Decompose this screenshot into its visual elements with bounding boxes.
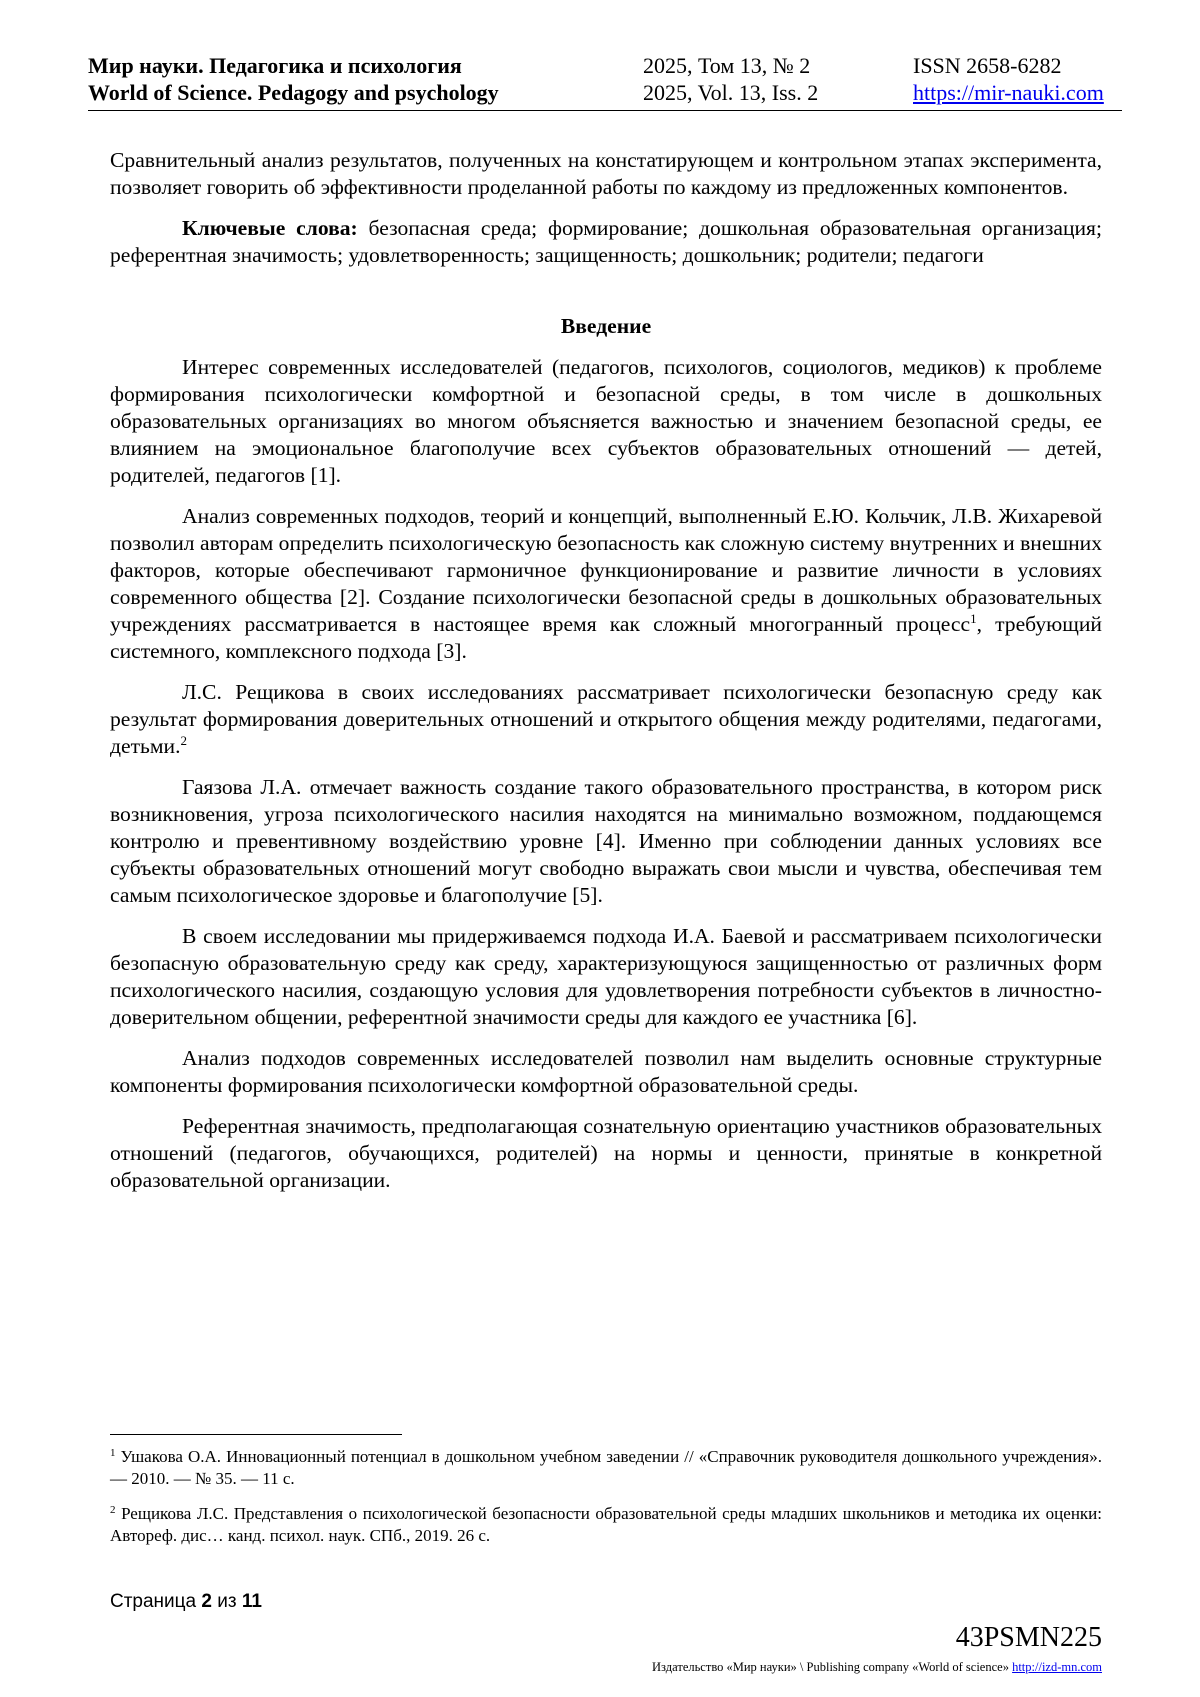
paragraph-2 — [110, 503, 1102, 665]
paragraph-6: Анализ подходов современных исследователей позволил нам выделить основные структурные компоненты формирования психологически комфортной образовательной среды. — [110, 1046, 1102, 1097]
journal-title-ru: Мир науки. Педагогика и психология — [88, 53, 462, 78]
paragraph-3-text: Л.С. Рещикова в своих исследованиях рассматривает психологически безопасную среду как результат формирования доверительных отношений и открытого общения между родителями, педагогами, детьми. — [110, 680, 1102, 758]
journal-header — [88, 52, 1122, 106]
footnote-ref-1[interactable]: 1 — [970, 611, 977, 626]
footnote-1-text: Ушакова О.А. Инновационный потенциал в дошкольном учебном заведении // «Справочник руководителя дошкольного учреждения». — 2010. — № 35. — 11 с. — [110, 1447, 1102, 1488]
issue-ru: 2025, Том 13, № 2 — [643, 53, 811, 78]
section-heading-intro: Введение — [560, 314, 652, 338]
paragraph-4: Гаязова Л.А. отмечает важность создание такого образовательного пространства, в котором риск возникновения, угроза психологического насилия находятся на минимально возможном, поддающемся контролю и превентивному воздействию уровне [4]. Именно при соблюдении данных условиях все субъекты образовательных отношений могут свободно выражать свои мысли и чувства, обеспечивая тем самым психологическое здоровье и благополучие [5]. — [110, 775, 1102, 907]
paragraph-5: В своем исследовании мы придерживаемся подхода И.А. Баевой и рассматриваем психологически безопасную образовательную среду как среду, характеризующуюся защищенностью от различных форм психологического насилия, создающую условия для удовлетворения потребности субъектов в личностно-доверительном общении, референтной значимости среды для каждого ее участника [6]. — [110, 924, 1102, 1029]
footnotes — [110, 1446, 1102, 1560]
keywords — [110, 215, 1102, 269]
footnote-2-text: Рещикова Л.С. Представления о психологической безопасности образовательной среды младших школьников и методика их оценки: Автореф. дис… канд. психол. наук. СПб., 2019. 26 с. — [110, 1504, 1103, 1545]
page-prefix: Страница — [110, 1591, 197, 1612]
article-code: 43PSMN225 — [955, 1622, 1102, 1653]
footnote-2 — [110, 1503, 1102, 1547]
footnote-2-number: 2 — [110, 1504, 116, 1516]
paragraph-3 — [110, 679, 1102, 760]
issue-en: 2025, Vol. 13, Iss. 2 — [643, 80, 819, 105]
paragraph-7: Референтная значимость, предполагающая сознательную ориентацию участников образовательных отношений (педагогов, обучающихся, родителей) на нормы и ценности, принятые в конкретной образовательной организации. — [110, 1114, 1102, 1192]
page-total: 11 — [241, 1591, 262, 1612]
footnote-1 — [110, 1446, 1102, 1490]
journal-title-en: World of Science. Pedagogy and psychology — [88, 80, 499, 105]
issn: ISSN 2658-6282 — [913, 53, 1062, 78]
header-row-en — [88, 79, 1122, 106]
article-body — [110, 147, 1102, 1208]
keywords-label: Ключевые слова: — [182, 216, 358, 240]
journal-site-link[interactable]: https://mir-nauki.com — [913, 80, 1104, 105]
page-sep: из — [217, 1591, 237, 1612]
paragraph-1: Интерес современных исследователей (педагогов, психологов, социологов, медиков) к проблеме формирования психологически комфортной и безопасной среды, в том числе в дошкольных образовательных организациях во многом объясняется важностью и значением безопасной среды, ее влиянием на эмоциональное благополучие всех субъектов образовательных отношений — детей, родителей, педагогов [1]. — [110, 355, 1102, 487]
footnote-divider — [110, 1434, 402, 1435]
header-divider — [88, 110, 1122, 111]
paragraph-2-part-a: Анализ современных подходов, теорий и концепций, выполненный Е.Ю. Кольчик, Л.В. Жихаревой позволил авторам определить психологическую безопасность как сложную систему внутренних и внешних факторов, которые обеспечивают гармоничное функционирование и развитие личности в условиях современного общества [2]. Создание психологически безопасной среды в дошкольных образовательных учреждениях рассматривается в настоящее время как сложный многогранный процесс — [110, 504, 1102, 636]
page-current: 2 — [201, 1591, 212, 1612]
footnote-ref-2[interactable]: 2 — [180, 733, 187, 748]
publisher-line — [652, 1660, 1102, 1675]
header-row-ru — [88, 52, 1122, 79]
publisher-text: Издательство «Мир науки» \ Publishing company «World of science» — [652, 1660, 1009, 1674]
paragraph-2-part-b: , требующий системного, комплексного подхода [3]. — [110, 612, 1102, 663]
page-number — [110, 1591, 262, 1613]
keywords-text: безопасная среда; формирование; дошкольная образовательная организация; референтная значимость; удовлетворенность; защищенность; дошкольник; родители; педагоги — [110, 216, 1102, 267]
abstract-end: Сравнительный анализ результатов, полученных на констатирующем и контрольном этапах эксперимента, позволяет говорить об эффективности проделанной работы по каждому из предложенных компонентов. — [110, 148, 1102, 199]
publisher-link[interactable]: http://izd-mn.com — [1012, 1660, 1102, 1674]
footnote-1-number: 1 — [110, 1447, 116, 1459]
